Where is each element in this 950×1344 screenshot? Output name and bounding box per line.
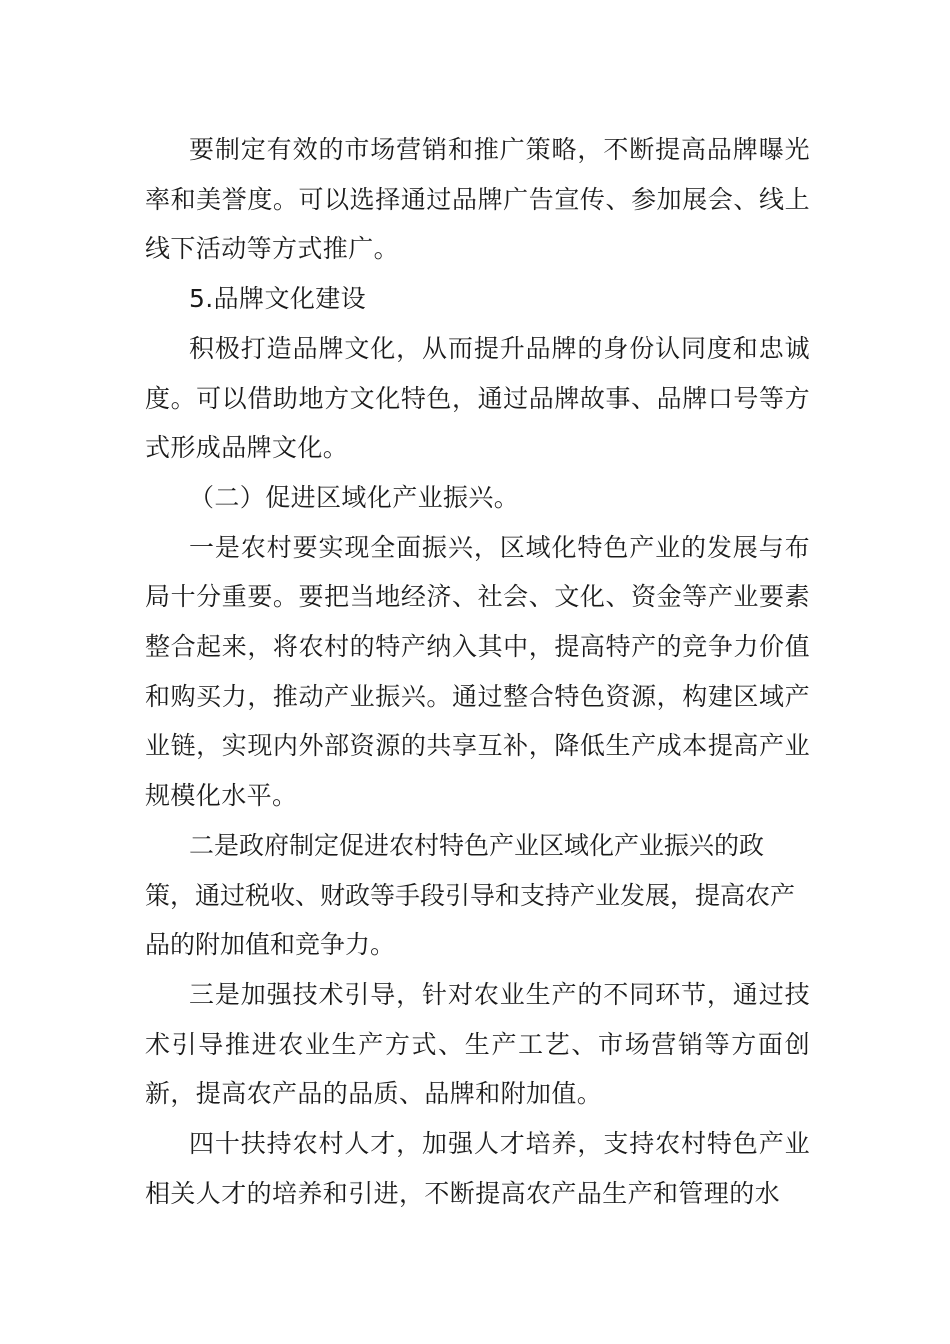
paragraph-point-three: 三是加强技术引导，针对农业生产的不同环节，通过技术引导推进农业生产方式、生产工艺、市场营销等方面创新，提高农产品的品质、品牌和附加值。: [145, 979, 810, 1109]
heading-regional-industry: （二）促进区域化产业振兴。: [189, 482, 520, 512]
heading-brand-culture: 5.品牌文化建设: [189, 284, 367, 314]
paragraph-marketing-strategy: 要制定有效的市场营销和推广策略，不断提高品牌曝光率和美誉度。可以选择通过品牌广告宣传、参加展会、线上线下活动等方式推广。: [145, 135, 810, 264]
document-body: [145, 125, 810, 1218]
paragraph-point-two: 二是政府制定促进农村特色产业区域化产业振兴的政策，通过税收、财政等手段引导和支持产业发展，提高农产品的附加值和竞争力。: [145, 830, 796, 960]
paragraph-point-one: 一是农村要实现全面振兴，区域化特色产业的发展与布局十分重要。要把当地经济、社会、文化、资金等产业要素整合起来，将农村的特产纳入其中，提高特产的竞争力价值和购买力，推动产业振兴。通过整合特色资源，构建区域产业链，实现内外部资源的共享互补，降低生产成本提高产业规模化水平。: [145, 532, 810, 811]
paragraph-point-four: 四十扶持农村人才，加强人才培养，支持农村特色产业相关人才的培养和引进，不断提高农产品生产和管理的水: [145, 1129, 810, 1208]
paragraph-brand-culture: 积极打造品牌文化，从而提升品牌的身份认同度和忠诚度。可以借助地方文化特色，通过品牌故事、品牌口号等方式形成品牌文化。: [145, 333, 810, 463]
